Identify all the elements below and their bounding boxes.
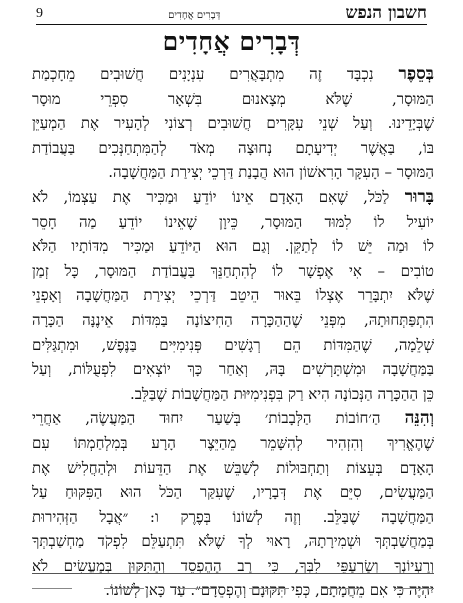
text-line: [32, 406, 434, 431]
line-text: בּוֹ, בַּאֲשֶׁר יְדִיעָתָם נְחוּצָה מְאֹד לְהַמִּתְחַנְּכִים בַּעֲבוֹדַת: [32, 138, 434, 157]
paragraph-lead-word: בָּרוּר: [404, 186, 434, 207]
line-text: בַּמַּחֲשָׁבָה וּמִשְׁתָּרְשִׁים בָּהּ, וְאַחַר כָּךְ יוֹצְאִים לִפְעֻלּוֹת, וְעַל: [32, 360, 434, 379]
text-line: [32, 136, 434, 161]
text-line: [32, 62, 434, 87]
text-line: [32, 333, 434, 358]
chapter-title: דְּבָרִים אֲחָדִים: [162, 27, 301, 56]
line-text: טוֹבִים – אִי אֶפְשָׁר לוֹ לְהִתְחַנֵּךְ בַּעֲבוֹדַת הַמּוּסָר, כָּל זְמַן: [32, 261, 434, 280]
line-text: הָאָדָם בְּעֵצוֹת וְתַחְבּוּלוֹת לְשַׁבֵּשׁ אֶת הַדֵּעוֹת וּלְהַחֲלִישׁ אֶת: [32, 458, 434, 477]
text-line: [32, 111, 434, 136]
text-line: [32, 382, 434, 407]
paragraph-lead-word: בְּסֵפֶר: [398, 64, 434, 84]
line-text: הַמַּחֲשָׁבָה שֶׁבַּלֵּב. וְזֶה לְשׁוֹנוֹ בְּפֶרֶק ו: ״אֲבָל הַזְּהִירוּת: [32, 507, 434, 526]
line-text: שֶׁהֶאֱרִיךְ וְהִזְהִיר לְהִשָּׁמֵר מֵהַיֵּצֶר הָרָע בְּמִלְחַמְתּוֹ עִם: [32, 433, 434, 452]
body-text: [32, 62, 434, 603]
line-text: כֵּן הַהַכָּרָה הַנְּכוֹנָה הִיא רַק בִּפְנִימִיּוּת הַמַּחֲשָׁבוֹת שֶׁבַּלֵּב.: [129, 384, 434, 403]
text-line: [32, 210, 434, 235]
line-text: הַמּוּסָר, שֶׁלֹּא מְצָאנוּם בִּשְׁאָר סִפְרֵי מוּסָר: [32, 89, 434, 108]
line-text: שְׁלֵמָה, שֶׁהַמִּדּוֹת הֵם רְגָשִׁים פְּנִימִיִּים בַּנֶּפֶשׁ, וּמִתְגַּלִּים: [32, 335, 434, 354]
line-text: נִכְבָּד זֶה מִתְבָּאֲרִים עִנְיָנִים חֲשׁוּבִים מֵחָכְמַת: [32, 65, 399, 83]
text-line: [32, 87, 434, 112]
header-book-title: חשבון הנפש: [345, 3, 427, 23]
bottom-rule: [32, 573, 434, 574]
text-line: [32, 308, 434, 333]
line-text: יִהְיֶה כִּי אִם מֵחֲמָתָם, כְּפִי תִּקּוּנָם וְהֶפְסֵדָם״. עַד כָּאן לְשׁוֹנוֹ.: [105, 581, 434, 600]
line-text: לוֹ וּמַה יֵּשׁ לוֹ לְתַקֵּן. וְגַם הוּא הַיּוֹדֵעַ וּמַכִּיר מִדּוֹתָיו הַלֹּא: [32, 237, 434, 256]
line-text: הַמּוּסָר – הָעִקָּר הָרִאשׁוֹן הוּא הֲבָנַת דַּרְכֵי יְצִירַת הַמַּחֲשָׁבָה.: [108, 163, 434, 182]
line-text: הַמַּעֲשִׂים, סִיֵּם אֶת דְּבָרָיו, שֶׁעִקַּר הַכֹּל הוּא הַפִּקּוּחַ עַל: [32, 483, 434, 502]
text-line: [32, 357, 434, 382]
line-text: וְרַעְיוֹנְךָ וְשַׂרְעַפֵּי לִבְּךָ, כִּי רַב הַהֶפְסֵד וְהַתִּקּוּן בְּמַעֲשִׂים לֹא: [32, 556, 434, 575]
text-line: [32, 160, 434, 185]
text-line: [32, 480, 434, 505]
line-text: בְּמַחֲשַׁבְתְּךָ וּשְׁמִירָתָהּ, רָאוּי לְךָ שֶׁלֹּא תִּתְעַלֵּם לִפְקֹד מַחְשַׁבְתְּךָ: [32, 532, 434, 551]
bottom-dashes: [32, 588, 434, 590]
line-text: הַ׳חוֹבוֹת הַלְּבָבוֹת׳ בְּשַׁעַר יִחוּד הַמַּעֲשֶׂה, אַחֲרֵי: [32, 409, 405, 428]
line-text: שֶׁבְּיָדֵינוּ. וְעַל שְׁנֵי עִקָּרִים חֲשׁוּבִים רְצוֹנִי לְהָעִיר אֶת הַמְעַיֵּן: [32, 114, 434, 133]
line-text: שֶׁלֹּא יִתְבָּרֵר אֶצְלוֹ בֵּאוּר הֵיטֵב דַּרְכֵי יְצִירַת הַמַּחֲשָׁבָה וְאָפְנֵי: [32, 286, 434, 305]
text-line: [32, 456, 434, 481]
text-line: [32, 234, 434, 259]
text-line: [32, 283, 434, 308]
text-line: [32, 259, 434, 284]
line-text: הִתְפַּתְּחוּתָהּ, מִפְּנֵי שֶׁהַהַכָּרָה הַחִיצוֹנָה בַּמִּדּוֹת אֵינֶנָּה הַכָּרָה: [32, 310, 434, 329]
paragraph-lead-word: וְהִנֵּה: [404, 408, 434, 429]
page-number: 9: [36, 6, 43, 21]
text-line: [32, 578, 434, 603]
text-line: [32, 431, 434, 456]
line-text: יוֹעִיל לוֹ לִמּוּד הַמּוּסָר, כֵּיוָן שֶׁאֵינוֹ יוֹדֵעַ מַה חָסֵר: [32, 212, 434, 231]
header-section-title: דְּבָרִים אֲחָדִים: [168, 10, 221, 21]
text-line: [32, 185, 434, 210]
running-header: [36, 2, 427, 25]
line-text: לַכֹּל, שֶׁאִם הָאָדָם אֵינוֹ יוֹדֵעַ וּמַכִּיר אֶת עַצְמוֹ, לֹא: [32, 187, 405, 206]
text-line: [32, 505, 434, 530]
text-line: [32, 554, 434, 579]
text-line: [32, 529, 434, 554]
